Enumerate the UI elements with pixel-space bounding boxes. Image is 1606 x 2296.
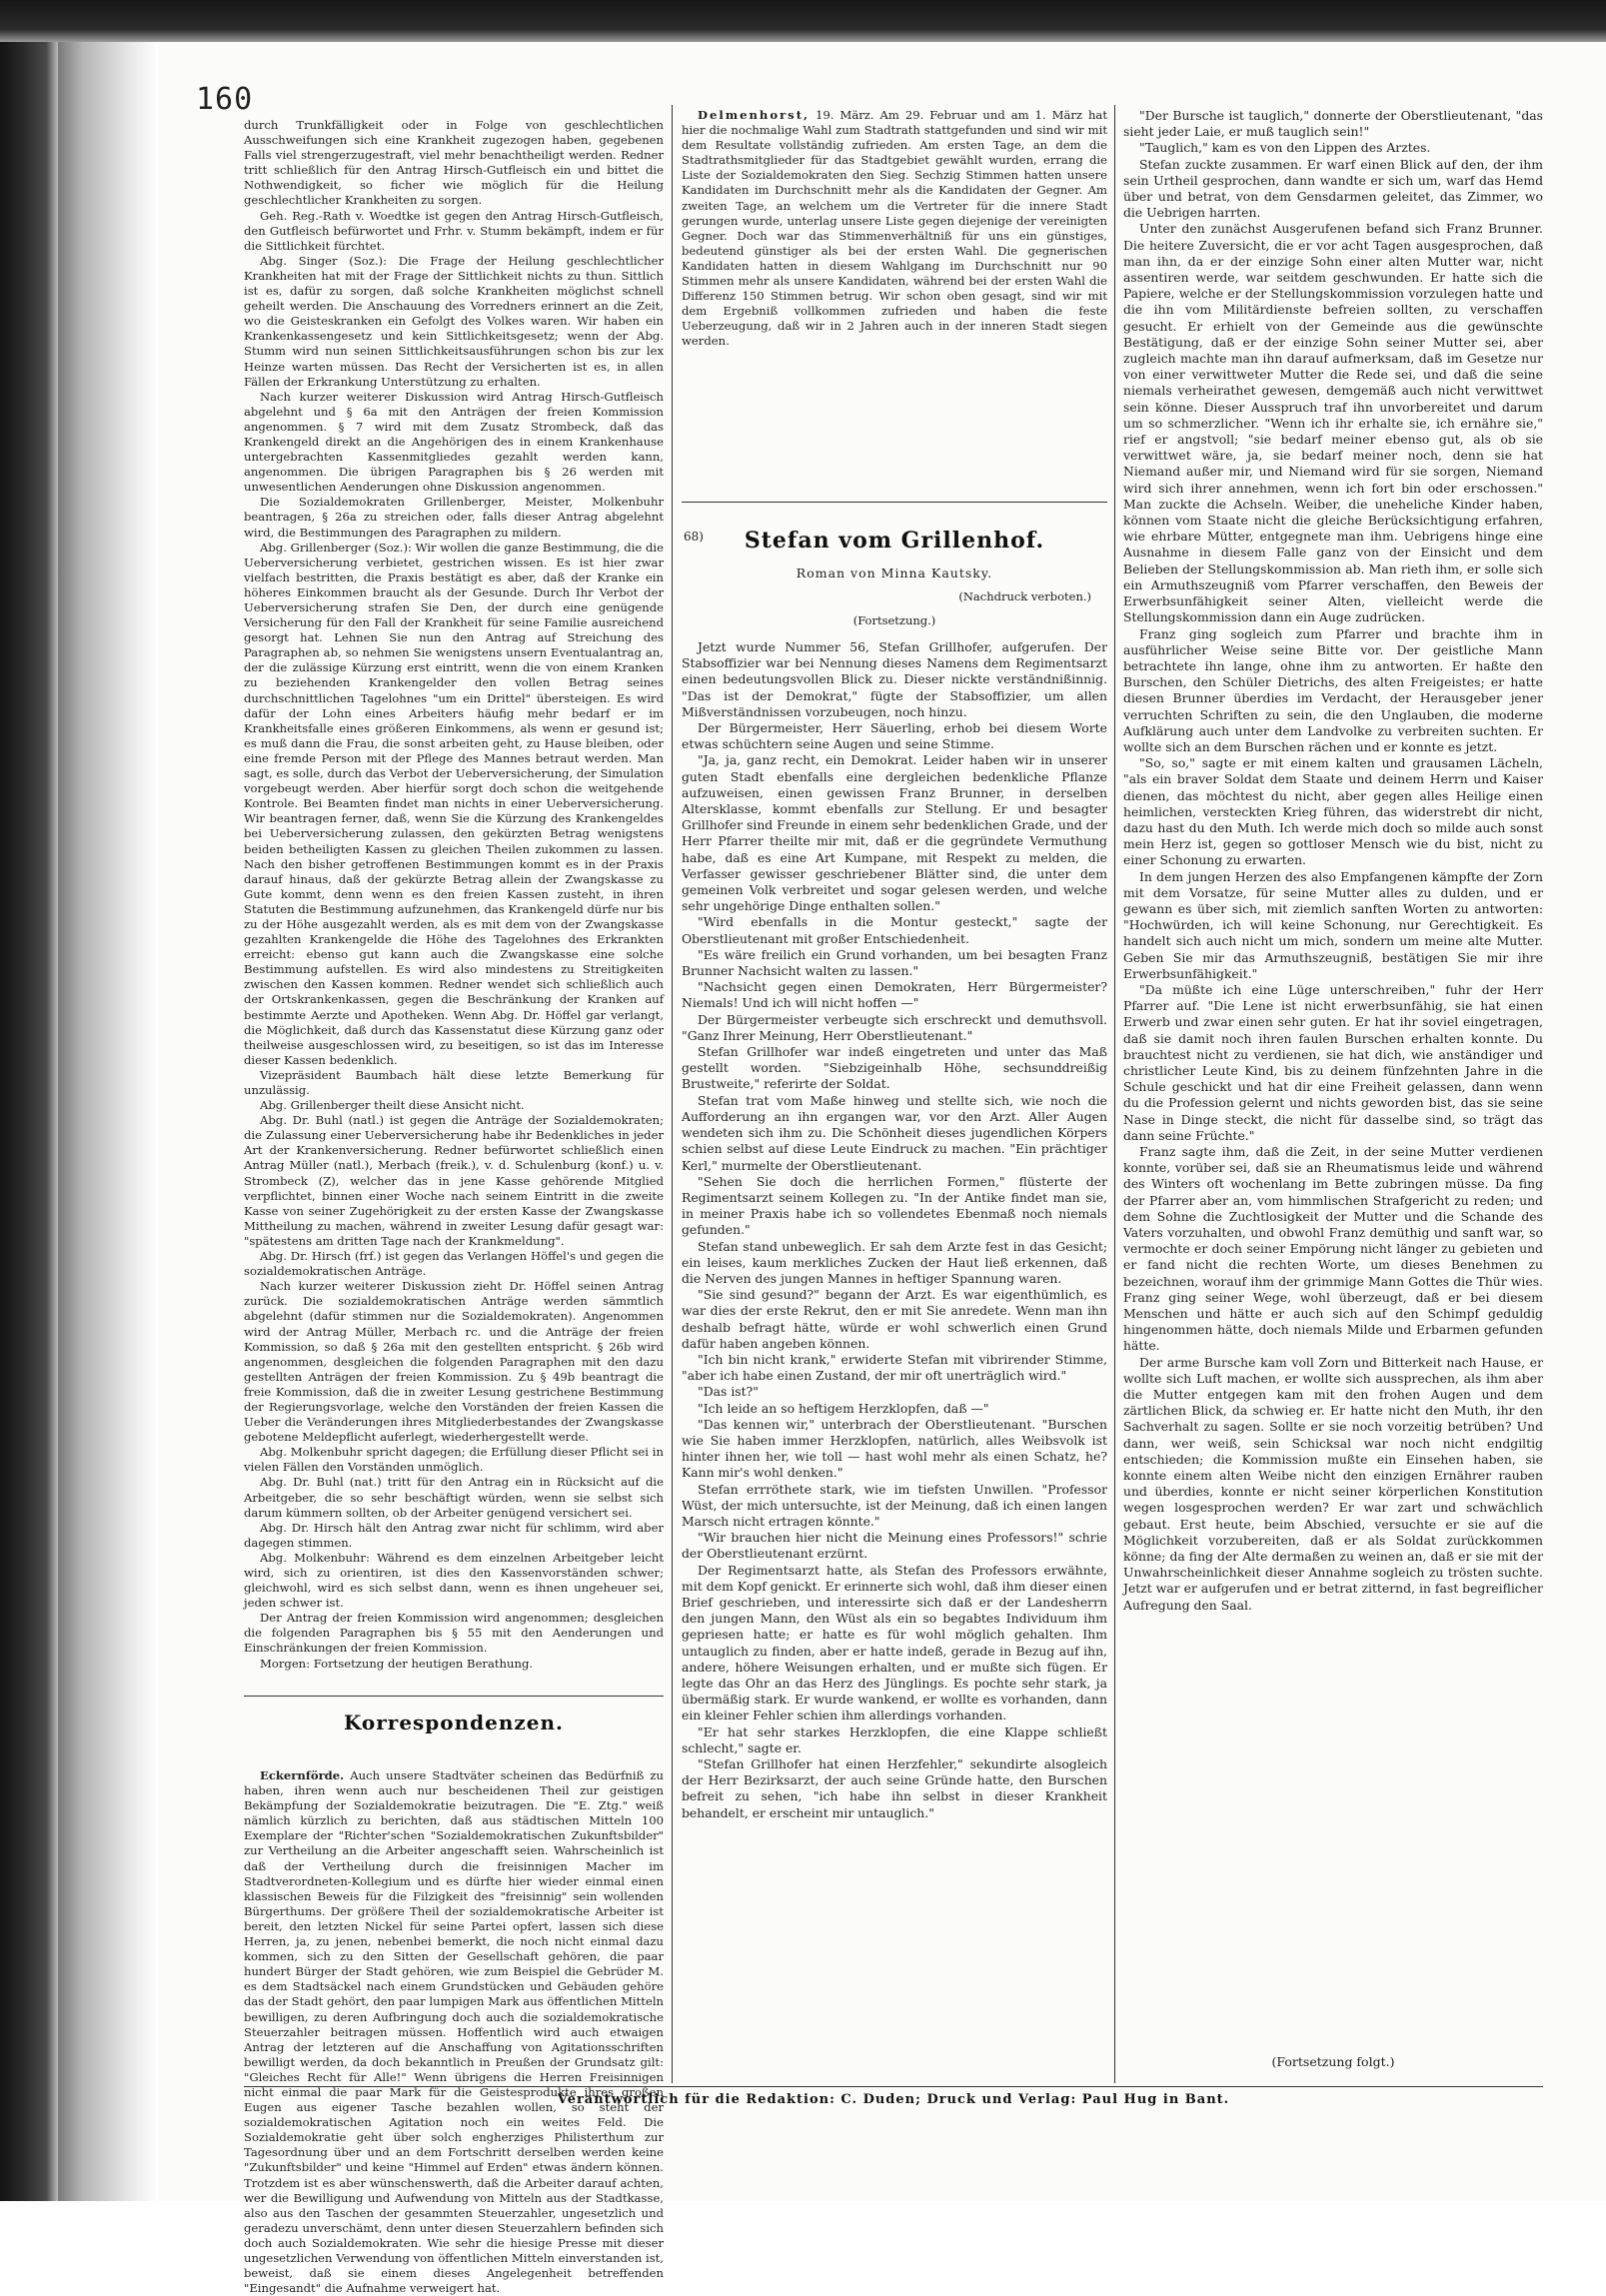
page-number: 160 [196,82,254,117]
novel-paragraph: "Ich bin nicht krank," erwiderte Stefan mit vibrirender Stimme, "aber ich habe einen Zustand, der mir oft unerträglich wird." [682,1351,1107,1384]
serial-number: 68) [684,530,704,544]
section-divider [244,1696,664,1697]
correspondence-text: 19. März. Am 29. Februar und am 1. März hat hier die nochmalige Wahl zum Stadtrath stattgefunden und sind wir mit dem Resultate vollständig zufrieden. Am ersten Tage, an dem die Stadtrathsmitglieder für das Stadtgebiet gewählt wurden, errang die Liste der Sozialdemokraten den Sieg. Sechzig Stimmen hatten unsere Kandidaten im Durchschnitt mehr als die Kandidaten der Gegner. Am zweiten Tage, an welchem um die Vertreter für die innere Stadt gerungen wurde, unterlag unsere Liste gegen diejenige der vereinigten Gegner. Doch war das Stimmenverhältniß für uns ein günstiges, bedeutend günstiger als bei der ersten Wahl. Die gegnerischen Kandidaten hatten in diesem Wahlgang im Durchschnitt nur 90 Stimmen mehr als unsere Kandidaten, während bei der ersten Wahl die Differenz 150 Stimmen betrug. Wir schon oben gesagt, sind wir mit dem Ergebniß vollkommen zufrieden und haben die feste Ueberzeugung, daß wir in 2 Jahren auch in der inneren Stadt siegen werden. [682,108,1108,349]
correspondence-column [244,1768,664,2296]
imprint-footer: Verantwortlich für die Redaktion: C. Duden; Druck und Verlag: Paul Hug in Bant. [557,2092,1230,2107]
novel-paragraph: "Da müßte ich eine Lüge unterschreiben," fuhr der Herr Pfarrer auf. "Die Lene ist nicht erwerbsunfähig, sie hat einen Erwerb und zwar einen sehr guten. Er hat ihr soviel eingetragen, daß sie damit noch ihren faulen Burschen erhalten konnte. Du brauchtest nicht zu verdienen, sie hat dich, wie anständiger und christlicher Leute Kind, bis zu deinem fünfzehnten Jahre in die Schule geschickt und hat dir eine Freiheit gelassen, dann wenn du die Profession gelernt und nichts geworden bist, das sie seine Nase in Dinge steckt, die nicht für dasselbe sind, so trägt das dann seine Früchte." [1123,981,1543,1143]
binding-shadow [58,42,158,2201]
novel-paragraph: Der Bürgermeister, Herr Säuerling, erhob bei diesem Worte etwas schüchtern seine Augen und seine Stimme. [682,720,1107,752]
novel-paragraph: "Der Bursche ist tauglich," donnerte der Oberstlieutenant, "das sieht jeder Laie, er muß tauglich sein!" [1123,108,1543,140]
report-paragraph: Der Antrag der freien Kommission wird angenommen; desgleichen die folgenden Paragraphen bis § 55 mit den Aenderungen und Einschränkungen der freien Kommission. [244,1611,664,1656]
column-rule [1114,105,1115,2083]
novel-paragraph: "So, so," sagte er mit einem kalten und grausamen Lächeln, "als ein braver Soldat dem Staate und deinem Herrn und Kaiser dienen, das möchtest du nicht, aber gegen alles Heilige einen heimlichen, versteckten Krieg führen, das widerstrebt dir nicht, dazu hast du den Muth. Ich werde mich doch so milde auch sonst mein Herz ist, gegen so gottloser Mensch wie du bist, nicht zu einer Schonung zu erwarten. [1123,755,1543,868]
novel-paragraph: Franz sagte ihm, daß die Zeit, in der seine Mutter verdienen konnte, vorüber sei, daß sie an Rheumatismus leide und während des Winters oft wochenlang im Bette zubringen müsse. Da fing der Pfarrer aber an, vom himmlischen Strafgericht zu reden; und dem Sohne die Zuchtlosigkeit der Mutter und die Schande des Vaters vorzuhalten, und obwohl Franz demüthig und sanft war, so vermochte er doch seiner Empörung nicht länger zu gebieten und er fand nicht die rechten Worte, um dieses Benehmen zu bezeichnen, worauf ihm der grimmige Mann Gottes die Thür wies. Franz ging seiner Wege, wohl überzeugt, daß er bei diesem Menschen und hätte er auch sich auf den Schimpf geduldig hingenommen hätte, doch niemals Milde und Erbarmen gefunden hätte. [1123,1144,1543,1354]
novel-paragraph: "Es wäre freilich ein Grund vorhanden, um bei besagten Franz Brunner Nachsicht walten zu lassen." [682,946,1107,979]
report-paragraph: Abg. Grillenberger theilt diese Ansicht nicht. [260,1098,525,1113]
serial-novel-column-right [1123,108,1543,2056]
reprint-notice: (Nachdruck verboten.) [958,589,1091,603]
novel-paragraph: "Sehen Sie doch die herrlichen Formen," flüsterte der Regimentsarzt seinem Kollegen zu. "In der Antike findet man sie, in meiner Praxis habe ich so vollendetes Ebenmaß noch niemals gefunden." [682,1173,1107,1238]
novel-paragraph: In dem jungen Herzen des also Empfangenen kämpfte der Zorn mit dem Vorsatze, für seine Mutter alles zu dulden, und er gewann es über sich, mit ziemlich sanften Worten zu antworten: "Hochwürden, ich will keine Schonung, nur Gerechtigkeit. Es handelt sich auch nicht um mich, sondern um meine alte Mutter. Geben Sie mir das Armuthszeugniß, bestätigen Sie mir ihre Erwerbsunfähigkeit." [1123,868,1543,981]
novel-paragraph: Unter den zunächst Ausgerufenen befand sich Franz Brunner. Die heitere Zuversicht, die er vor acht Tagen ausgesprochen, daß man ihn, da er der einzige Sohn einer alten Mutter war, nicht assentiren werde, war seitdem geschwunden. Er hatte sich die Papiere, welche er der Stellungskommission vorzulegen hatte und die ihn vom Militärdienste befreien sollten, zu verschaffen gesucht. Er erhielt von der Gemeinde aus die gewünschte Bestätigung, daß er der einzige Sohn seiner Mutter sei, aber zugleich machte man ihn darauf aufmerksam, daß im Gesetze nur von einer verwittweter Mutter die Rede sei, und daß die seine niemals verheirathet gewesen, demgemäß auch nicht verwittwet sein könne. Dieser Ausspruch traf ihn unvorbereitet und darum um so schmerzlicher. "Wenn ich ihr erhalte sie, ich ernähre sie," rief er angstvoll; "sie bedarf meiner ebenso gut, als ob sie verwittwet wäre, ja, sie bedarf meiner noch, denn sie hat Niemand außer mir, und Niemand wird für sie sorgen, Niemand wird sich ihrer annehmen, wenn ich fort bin oder erschossen." Man zuckte die Achseln. Weiber, die uneheliche Kinder haben, können vom Staate nicht die gleiche Berücksichtigung erfahren, wie ehrbare Mütter, entgegnete man ihm. Uebrigens hinge eine Ausnahme in diesem Falle ganz von der Einsicht und dem Belieben der Stellungskommission ab. Man rieth ihm, er solle sich ein Armuthszeugniß vom Pfarrer verschaffen, den Beweis der Erwerbsunfähigkeit seiner Alten, vielleicht werde die Stellungskommission dann ein Auge zudrücken. [1123,221,1543,625]
novel-paragraph: "Das ist?" [698,1384,759,1400]
novel-paragraph: "Sie sind gesund?" begann der Arzt. Es war eigenthümlich, es war dies der erste Rekrut, den er mit Sie anredete. Wenn man ihn deshalb befragt hätte, würde er wohl schwerlich einen Grund dafür haben angeben können. [682,1287,1107,1351]
novel-paragraph: "Stefan Grillhofer hat einen Herzfehler," sekundirte alsogleich der Herr Bezirksarzt, der auch seine Gründe hatte, den Burschen befreit zu sehen, "ich habe ihn selbst in dieser Krankheit behandelt, er erscheint mir untauglich." [682,1756,1107,1820]
continuation-note: (Fortsetzung.) [852,613,936,627]
novel-paragraph: Der Regimentsarzt hatte, als Stefan des Professors erwähnte, mit dem Kopf genickt. Er erinnerte sich wohl, daß ihm dieser einen Brief geschrieben, und interessirte sich daß er der Landesherrn den jungen Mann, den Wüst als ein so begabtes Individuum ihm gepriesen hatte; er hatte es für wohl möglich gehalten. Ihm untauglich zu finden, aber er hatte indeß, gerade in Bezug auf ihn, andere, höhere Weisungen erhalten, und er mußte sich fügen. Er legte das Ohr an das Herz des Jünglings. Es pochte sehr stark, ja übermäßig stark. Er wurde wankend, er wollte es vorhanden, dann ein kleiner Fehler schien ihm allerdings vorhanden. [682,1562,1107,1723]
section-heading: Korrespondenzen. [343,1711,565,1734]
report-paragraph: Die Sozialdemokraten Grillenberger, Meister, Molkenbuhr beantragen, § 26a zu streichen oder, falls dieser Antrag abgelehnt wird, die Bestimmungen des Paragraphen zu mildern. [244,495,664,540]
report-paragraph: Geh. Reg.-Rath v. Woedtke ist gegen den Antrag Hirsch-Gutfleisch, den Gutfleisch befürwortet und Frhr. v. Stumm bekämpft, indem er für die Sittlichkeit fürchtet. [244,208,664,253]
report-paragraph: durch Trunkfälligkeit oder in Folge von geschlechtlichen Ausschweifungen sich eine Krankheit zugezogen haben, gegebenen Falls viel strengerzugestraft, viel mehr benachtheiligt werden. Redner tritt schließlich für den Antrag Hirsch-Gutfleisch ein und bittet die Nothwendigkeit, so ficher wie möglich für die Heilung geschlechtlicher Krankheiten zu sorgen. [244,118,664,208]
report-paragraph: Nach kurzer weiterer Diskussion wird Antrag Hirsch-Gutfleisch abgelehnt und § 6a mit den Anträgen der freien Kommission angenommen. § 7 wird mit dem Zusatz Strombeck, daß das Krankengeld direkt an die Angehörigen des in einem Krankenhause untergebrachten Kassenmitgliedes gezahlt werden kann, angenommen. Die übrigen Paragraphen bis § 26 werden mit unwesentlichen Aenderungen ohne Diskussion angenommen. [244,389,664,495]
novel-paragraph: Stefan stand unbeweglich. Er sah dem Arzte fest in das Gesicht; ein leises, kaum merkliches Zucken der Haut ließ erkennen, daß die Nerven des jungen Mannes in heftiger Spannung waren. [682,1238,1107,1286]
report-paragraph: Nach kurzer weiterer Diskussion zieht Dr. Höffel seinen Antrag zurück. Die sozialdemokratischen Anträge werden sämmtlich abgelehnt (dafür stimmen nur die Sozialdemokraten). Angenommen wird der Antrag Müller, Merbach rc. und die Anträge der freien Kommission, so daß § 26a mit den gestellten entspricht. § 26b wird angenommen, desgleichen die folgenden Paragraphen mit den dazu gestellten Anträgen der freien Kommission. Zu § 49b beantragt die freie Kommission, daß die in zweiter Lesung gestrichene Bestimmung der Regierungsvorlage, welche den Vorständen der freien Kassen die Ueber die Veränderungen ihres Mitgliederbestandes der Zwangskasse gebotene Meldepflicht auferlegt, wiederhergestellt werde. [244,1279,664,1445]
novel-paragraph: "Tauglich," kam es von den Lippen des Arztes. [1139,140,1431,156]
novel-paragraph: Stefan Grillhofer war indeß eingetreten und unter das Maß gestellt worden. "Siebzigeinhalb Höhe, sechsunddreißig Brustweite," referirte der Soldat. [682,1044,1107,1092]
report-paragraph: Vizepräsident Baumbach hält diese letzte Bemerkung für unzulässig. [244,1067,664,1097]
section-divider [682,502,1107,503]
novel-paragraph: "Wir brauchen hier nicht die Meinung eines Professors!" schrie der Oberstlieutenant erzürnt. [682,1530,1107,1562]
novel-paragraph: Der Bürgermeister verbeugte sich erschreckt und demuthsvoll. "Ganz Ihrer Meinung, Herr Oberstlieutenant." [682,1011,1107,1043]
report-paragraph: Abg. Dr. Buhl (nat.) tritt für den Antrag ein in Rücksicht auf die Arbeitgeber, die so sehr beschäftigt würden, wenn sie selbst sich darum kümmern sollten, ob der Arbeiter genügend versichert sei. [244,1475,664,1520]
report-paragraph: Abg. Molkenbuhr: Während es dem einzelnen Arbeitgeber leicht wird, sich zu orientiren, ist dies den Kassenvorständen schwer; gleichwohl, wird es sich selbst dann, wenn es ihnen ungeheuer sei, jeden schwer ist. [244,1550,664,1611]
novel-paragraph: Der arme Bursche kam voll Zorn und Bitterkeit nach Hause, er wollte sich Luft machen, er wollte sich aussprechen, als ihm aber die Mutter entgegen kam mit den frohen Augen und dem zärtlichen Blick, da schwieg er. Er hatte nicht den Muth, ihr den Sachverhalt zu sagen. Sollte er sie noch vorzeitig betrüben? Und dann, wer weiß, sein Schicksal war noch nicht endgiltig entschieden; die Kommission mußte ein Einsehen haben, sie konnte einem alten Weibe nicht den einzigen Ernährer rauben und überdies, konnte er nicht seiner körperlichen Konstitution wegen losgesprochen werden? Er war zart und schwächlich gebaut. Erst heute, beim Abschied, versuchte er sie auf die Möglichkeit vorzubereiten, daß er als Soldat zurückkommen könne; da fing der Alte dermaßen zu weinen an, daß er sie mit der Unwahrscheinlichkeit dieser Annahme sogleich zu trösten suchte. Jetzt war er aufgerufen und er betrat zitternd, in fast begreiflicher Aufregung den Saal. [1123,1354,1543,1613]
novel-paragraph: Stefan trat vom Maße hinweg und stellte sich, wie noch die Aufforderung an ihn ergangen war, vor den Arzt. Aller Augen wendeten sich ihm zu. Die Schönheit dieses jugendlichen Körpers schien selbst auf diese Leute Eindruck zu machen. "Ein prächtiger Kerl," murmelte der Oberstlieutenant. [682,1092,1107,1173]
parliament-report-column [244,118,664,1687]
novel-paragraph: Stefan zuckte zusammen. Er warf einen Blick auf den, der ihm sein Urtheil gesprochen, dann wandte er sich um, warf das Hemd über und betrat, von dem Gensdarmen geleitet, das Zimmer, wo die Uebrigen harrten. [1123,156,1543,221]
correspondence-place: Delmenhorst, [698,108,810,122]
column-rule [672,105,673,2083]
novel-paragraph: "Ich leide an so heftigem Herzklopfen, daß —" [698,1400,989,1416]
report-paragraph: Abg. Singer (Soz.): Die Frage der Heilung geschlechtlicher Krankheiten hat mit der Frage der Sittlichkeit nichts zu thun. Sittlich ist es, dafür zu sorgen, daß solche Krankheiten möglichst schnell geheilt werden. Die Anschauung des Vorredners erinnert an die Zeit, wo die Geisteskranken ein Gefolgt des Volkes waren. Wir haben ein Krankenkassengesetz und kein Sittlichkeitsgesetz; wenn der Abg. Stumm wird nun seinen Sittlichkeitsausführungen schon bis zur lex Heinze warten müssen. Das Recht der Versicherten ist es, in allen Fällen der Erkrankung Unterstützung zu erhalten. [244,253,664,389]
novel-paragraph: "Ja, ja, ganz recht, ein Demokrat. Leider haben wir in unserer guten Stadt ebenfalls eine dergleichen bedenkliche Pflanze aufzuweisen, einen gewissen Franz Brunner, in derselben Altersklasse, kommt ebenfalls zur Stellung. Er und besagter Grillhofer sind Freunde in einem sehr bedenklichen Grade, und der Herr Pfarrer theilte mir mit, daß er die gegründete Vermuthung habe, daß es eine Art Kumpane, mit Respekt zu melden, die Verfasser gewisser geschriebener Blätter sind, die unter dem gemeinen Volk verbreitet und sogar gelesen werden, und welche sehr ungehörige Dinge enthalten sollen." [682,752,1107,914]
serial-novel-column [682,639,1107,2078]
report-paragraph: Abg. Dr. Hirsch (frf.) ist gegen das Verlangen Höffel's und gegen die sozialdemokratischen Anträge. [244,1249,664,1279]
correspondence-continuation [682,108,1107,488]
correspondence-place: Eckernförde. [260,1768,345,1782]
novel-paragraph: "Wird ebenfalls in die Montur gesteckt," sagte der Oberstlieutenant mit großer Entschiedenheit. [682,914,1107,946]
correspondence-text: Auch unsere Stadtväter scheinen das Bedürfniß zu haben, ihren wenn auch nur bescheidenen Theil zur geistigen Bekämpfung der Sozialdemokratie beizutragen. Die "E. Ztg." weiß nämlich kürzlich zu berichten, daß aus städtischen Mitteln 100 Exemplare der "Richter'schen "Sozialdemokratischen Zukunftsbilder" zur Vertheilung an die Arbeiter angeschafft seien. Wahrscheinlich ist daß der Vertheilung durch die freisinnigen Macher im Stadtverordneten-Kollegium und es dürfte hier wieder einmal einen klassischen Beweis für die Filzigkeit des "freisinnig" sein wollenden Bürgerthums. Der größere Theil der sozialdemokratische Arbeiter ist bereit, den letzten Nickel für seine Partei opfert, lassen sich diese Herren, ja, zu jenen, nebenbei bemerkt, die noch nicht einmal dazu kommen, sich zu den Sitten der Gesellschaft gehören, die paar hundert Bürger der Stadt gehören, wie zum Beispiel die Gebrüder M. es dem Stadtsäckel nach einem Grundstücken und Gebäuden gehöre das der Stadt gehört, den paar lumpigen Mark aus öffentlichen Mitteln bewilligen, zu deren Aufbringung doch auch die sozialdemokratische Steuerzahler beitragen müssen. Hoffentlich wird auch etwaigen Antrag der letzteren auf die Anschaffung von Agitationsschriften bewilligt werden, da doch bekanntlich in Preußen der Grundsatz gilt: "Gleiches Recht für Alle!" Wenn übrigens die Herren Freisinnigen nicht einmal die paar Mark für die Geistesprodukte ihres großen Eugen aus eigener Tasche bezahlen wollen, so steht der sozialdemokratischen Agitation noch ein weites Feld. Die Sozialdemokratie geht über solch engherziges Philisterthum zur Tagesordnung über und an dem Fortschritt derselben werden keine "Zukunftsbilder" und keine "Himmel auf Erden" etwas ändern können. Trotzdem ist es aber wünschenswerth, daß die Arbeiter darauf achten, wer die Bewilligung und Aufwendung von Mitteln aus der Stadtkasse, also aus den Taschen der gesammten Steuerzahler, ungesetzlich und geradezu unverschämt, denn unter diesen Steuerzahlern befinden sich doch auch Sozialdemokraten. Wie sehr die hiesige Presse mit dieser ungesetzlichen Verwendung von öffentlichen Mitteln einverstanden ist, beweist, daß sie einem dieses Angelegenheit betreffenden "Eingesandt" die Aufnahme verweigert hat. [244,1768,664,2296]
serial-title: Stefan vom Grillenhof. [744,528,1045,554]
report-paragraph: Abg. Molkenbuhr spricht dagegen; die Erfüllung dieser Pflicht sei in vielen Fällen den Vorständen unmöglich. [244,1445,664,1475]
to-be-continued: (Fortsetzung folgt.) [1271,2054,1395,2069]
novel-paragraph: "Das kennen wir," unterbrach der Oberstlieutenant. "Burschen wie Sie haben immer Herzklopfen, natürlich, alles Weibsvolk ist hinter ihnen her, wie toll — hast wohl mehr als einen Schatz, he? Kann mir's wohl denken." [682,1416,1107,1481]
scan-border-left [0,0,58,2201]
report-paragraph: Abg. Dr. Buhl (natl.) ist gegen die Anträge der Sozialdemokraten; die Zulassung einer Ueberversicherung habe ihr Bedenkliches in jeder Art der Krankenversicherung. Redner befürwortet schließlich einen Antrag Müller (natl.), Merbach (freik.), v. d. Schulenburg (konf.) u. v. Strombeck (Z), welcher das in jene Kasse gehörende Mitglied verpflichtet, binnen einer Woche nach seinem Eintritt in die zweite Kasse von seiner Zugehörigkeit zu der ersten Kasse der Zwangskasse Mittheilung zu machen, während in zweiter Lesung dafür gesagt war: "spätestens am dritten Tage nach der Krankmeldung". [244,1113,664,1248]
novel-paragraph: Stefan errröthete stark, wie im tiefsten Unwillen. "Professor Wüst, der mich untersuchte, ist der Meinung, daß ich einen langen Marsch nicht ertragen könnte." [682,1481,1107,1529]
novel-paragraph: Franz ging sogleich zum Pfarrer und brachte ihm in ausführlicher Weise seine Bitte vor. Der geistliche Mann betrachtete ihn lange, ohne ihm zu antworten. Er haßte den Burschen, den Schüler Dietrichs, des alten Freigeistes; er hatte diesen Brunner überdies im Verdacht, der Herausgeber jener verruchten Schriften zu sein, die den Unglauben, die moderne Aufklärung auch unter dem Landvolke zu verbreiten suchten. Er wollte sich an dem Burschen rächen und er konnte es jetzt. [1123,625,1543,754]
scan-border-top [0,0,1606,42]
serial-byline: Roman von Minna Kautsky. [796,566,993,580]
novel-paragraph: "Er hat sehr starkes Herzklopfen, die eine Klappe schließt schlecht," sagte er. [682,1723,1107,1755]
report-paragraph: Abg. Grillenberger (Soz.): Wir wollen die ganze Bestimmung, die die Ueberversicherung verbietet, gestrichen wissen. Es ist hier zwar vielfach bestritten, die Praxis bestätigt es aber, daß der Kranke ein höheres Einkommen braucht als der Gesunde. Durch Ihr Verbot der Ueberversicherung strafen Sie Den, der durch eine genügende Versicherung für den Fall der Krankheit für seine Familie ausreichend gesorgt hat. Lehnen Sie nun den Antrag auf Streichung des Paragraphen ab, so nehmen Sie wenigstens unsern Eventualantrag an, der die zulässige Kürzung erst eintritt, wenn die von einem Kranken zu beziehenden Krankengelder den vollen Betrag seines durchschnittlichen Tagelohnes "um ein Drittel" übersteigen. Es wird dafür der Lohn eines Arbeiters häufig mehr bedarf er im Krankheitsfalle eines größeren Einkommens, als wenn er gesund ist; es muß dann die Frau, die sonst arbeiten geht, zu Hause bleiben, oder eine fremde Person mit der Pflege des Mannes betraut werden. Man sagt, es solle, durch das Verbot der Ueberversicherung, der Simulation vorgebeugt werden. Aber hierfür sorgt doch schon die weitgehende Kontrole. Bei Beamten findet man nichts in einer Ueberversicherung. Wir beantragen ferner, daß, wenn Sie die Kürzung des Krankengeldes bei Ueberversicherung zulassen, den gekürzten Betrag wenigstens beiden betheiligten Kassen zu gleichen Theilen zukommen zu lassen. Nach den bisher getroffenen Bestimmungen kommt es in der Praxis darauf hinaus, daß der gekürzte Betrag allein der Zwangskasse zu Gute kommt, denn wenn es den freien Kassen zusteht, in ihren Statuten die Bestimmung aufzunehmen, das Krankengeld dürfe nur bis zu der Höhe ausgezahlt werden, als es mit dem von der Zwangskasse gezahlten Krankengelde die Höhe des Tagelohnes des Erkrankten erreicht: ebenso gut kann auch die Zwangskasse eine solche Bestimmung aufstellen. Es wird also mindestens zu Streitigkeiten zwischen den Kassen kommen. Redner wendet sich schließlich auch der Ortskrankenkassen, gegen die Beschränkung der Kranken auf bestimmte Aerzte und Apotheken. Wenn Abg. Dr. Höffel gar verlangt, die Möglichkeit, daß durch das Kassenstatut diese Kürzung ganz oder theilweise ausgeschlossen wird, zu beseitigen, so ist das im Interesse dieser Kassen bedenklich. [244,540,664,1067]
novel-paragraph: Jetzt wurde Nummer 56, Stefan Grillhofer, aufgerufen. Der Stabsoffizier war bei Nennung dieses Namens dem Regimentsarzt einen bedeutungsvollen Blick zu. Dieser nickte verständnißinnig. "Das ist der Demokrat," fügte der Stabsoffizier, um allen Mißverständnissen vorzubeugen, noch hinzu. [682,639,1107,719]
report-paragraph: Abg. Dr. Hirsch hält den Antrag zwar nicht für schlimm, wird aber dagegen stimmen. [244,1520,664,1550]
novel-paragraph: "Nachsicht gegen einen Demokraten, Herr Bürgermeister? Niemals! Und ich will nicht hoffen —" [682,979,1107,1011]
report-paragraph: Morgen: Fortsetzung der heutigen Berathung. [260,1656,534,1671]
